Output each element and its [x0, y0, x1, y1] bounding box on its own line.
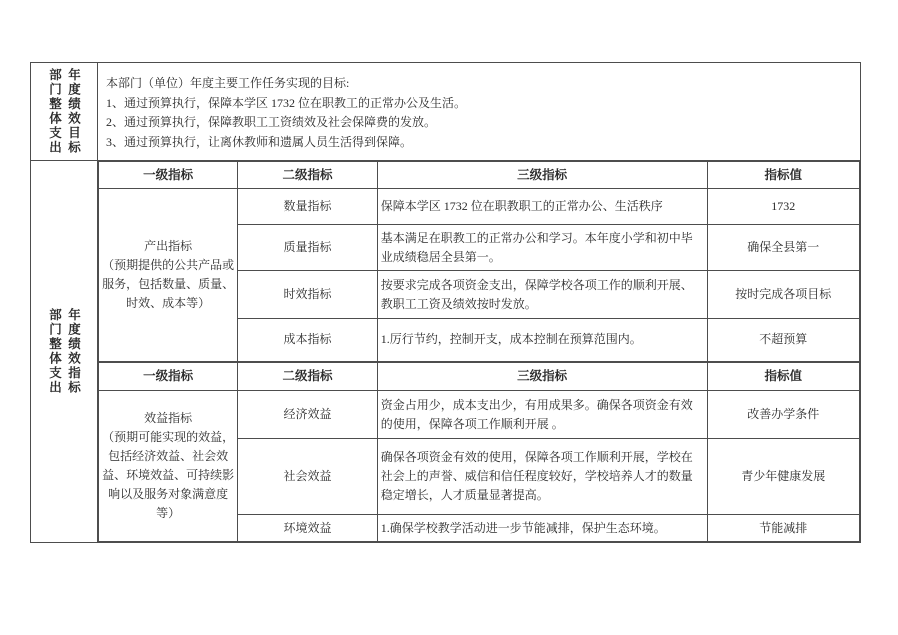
goal-row-vertical-label: [31, 68, 97, 155]
benefit-level1-title: 效益指标: [144, 411, 193, 425]
header-level1: 一级指标: [99, 162, 238, 189]
header-level3-2: 三级指标: [377, 362, 707, 391]
header-value-2: 指标值: [707, 362, 859, 391]
header-level2-2: 二级指标: [238, 362, 377, 391]
header-level2: 二级指标: [238, 162, 377, 189]
goal-row-label-cell: [31, 63, 98, 161]
cell-timeliness-level2: 时效指标: [238, 271, 377, 319]
cell-quality-value: 确保全县第一: [707, 225, 859, 271]
output-level1-note: （预期提供的公共产品或服务，包括数量、质量、时效、成本等）: [102, 257, 235, 310]
row-quantity-indicator: [99, 189, 860, 225]
header-value: 指标值: [707, 162, 859, 189]
goal-label-title: 年度绩效目标: [66, 68, 81, 155]
goal-content-cell: [98, 63, 861, 161]
cell-output-level1: [99, 189, 238, 362]
cell-quantity-level2: 数量指标: [238, 189, 377, 225]
cell-quality-level3: 基本满足在职教工的正常办公和学习。本年度小学和初中毕业成绩稳居全县第一。: [377, 225, 707, 271]
output-level1-title: 产出指标: [144, 238, 193, 253]
benefit-level1-note: （预期可能实现的效益，包括经济效益、社会效益、环境效益、可持续影响以及服务对象满意度等）: [102, 430, 235, 520]
cell-economic-level3: 资金占用少，成本支出少，有用成果多。确保各项资金有效的使用，保障各项工作顺利开展 。: [377, 391, 707, 439]
performance-table: [30, 62, 861, 543]
goal-item-1: 1、通过预算执行，保障本学区 1732 位在职教工的正常办公及生活。: [106, 95, 467, 110]
cell-cost-level3: 1.厉行节约，控制开支，成本控制在预算范围内。: [377, 319, 707, 362]
cell-social-level3: 确保各项资金有效的使用，保障各项工作顺利开展，学校在社会上的声誉、威信和信任程度较好，学校培养人才的数量稳定增长，人才质量显著提高。: [377, 439, 707, 515]
cell-social-value: 青少年健康发展: [707, 439, 859, 515]
indicator-row-label-cell: [31, 161, 98, 543]
indicator-row: [31, 161, 861, 543]
goal-row: [31, 63, 861, 161]
cell-timeliness-value: 按时完成各项目标: [707, 271, 859, 319]
cell-environment-level2: 环境效益: [238, 515, 377, 542]
indicator-label-title: 年度绩效指标: [66, 308, 81, 395]
goal-item-2: 2、通过预算执行，保障教职工工资绩效及社会保障费的发放。: [106, 115, 437, 129]
indicator-grid: [98, 161, 860, 542]
cell-environment-level3: 1.确保学校教学活动进一步节能减排，保护生态环境。: [377, 515, 707, 542]
document-page: [30, 62, 861, 543]
goal-title: 本部门（单位）年度主要工作任务实现的目标:: [106, 76, 350, 90]
cell-quality-level2: 质量指标: [238, 225, 377, 271]
row-economic-benefit: [99, 391, 860, 439]
cell-benefit-level1: [99, 391, 238, 542]
header-level1-2: 一级指标: [99, 362, 238, 391]
cell-quantity-value: 1732: [707, 189, 859, 225]
cell-economic-value: 改善办学条件: [707, 391, 859, 439]
cell-timeliness-level3: 按要求完成各项资金支出，保障学校各项工作的顺利开展、教职工工资及绩效按时发放。: [377, 271, 707, 319]
goal-label-dept: 部门整体支出: [47, 68, 62, 155]
indicator-grid-cell: [98, 161, 861, 543]
cell-cost-value: 不超预算: [707, 319, 859, 362]
indicator-row-vertical-label: [31, 308, 97, 395]
cell-social-level2: 社会效益: [238, 439, 377, 515]
cell-cost-level2: 成本指标: [238, 319, 377, 362]
cell-environment-value: 节能减排: [707, 515, 859, 542]
goal-item-3: 3、通过预算执行，让离休教师和遗属人员生活得到保障。: [106, 134, 413, 149]
header-row-benefit: [99, 362, 860, 391]
cell-quantity-level3: 保障本学区 1732 位在职教职工的正常办公、生活秩序: [377, 189, 707, 225]
indicator-label-dept: 部门整体支出: [47, 308, 62, 395]
header-row-output: [99, 162, 860, 189]
cell-economic-level2: 经济效益: [238, 391, 377, 439]
header-level3: 三级指标: [377, 162, 707, 189]
